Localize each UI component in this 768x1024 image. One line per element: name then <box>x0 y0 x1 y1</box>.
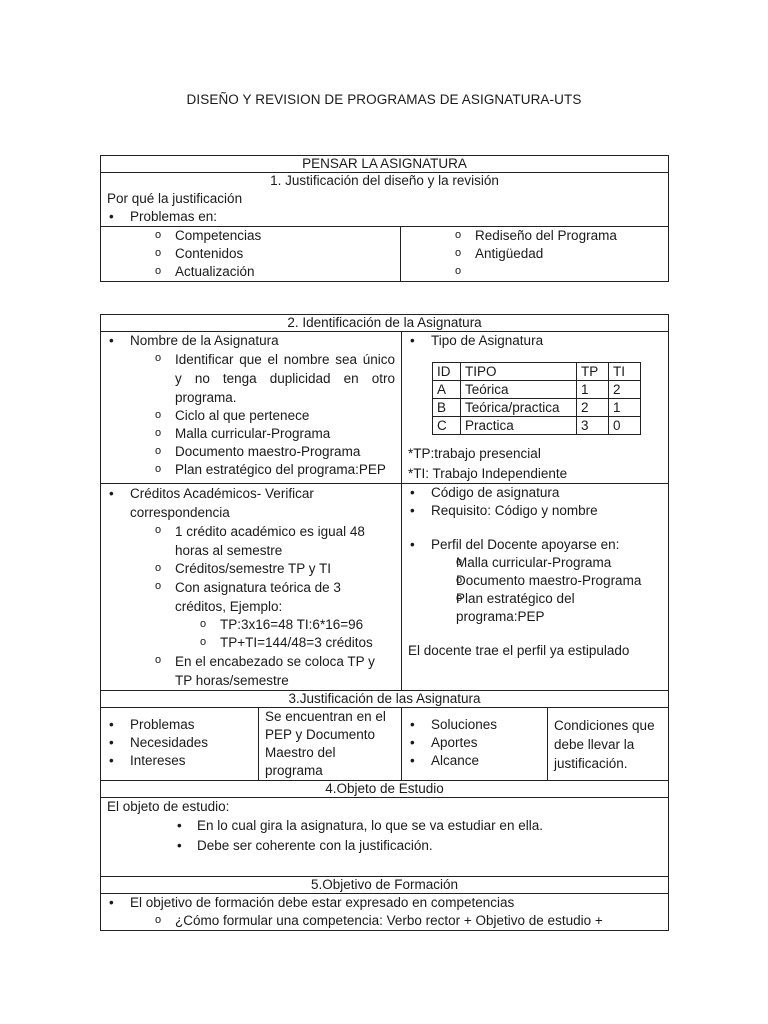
nombre-bullet: • Nombre de la Asignatura <box>107 332 395 350</box>
table-row <box>433 417 641 435</box>
list-item: o Antigüedad <box>407 245 662 263</box>
table-cell: 2 <box>577 399 609 417</box>
list-item: o 1 crédito académico es igual 48 horas al semestre <box>107 522 395 560</box>
list-item: • Alcance <box>408 752 541 770</box>
requisito-bullet: • Requisito: Código y nombre <box>408 502 662 520</box>
table-cell: B <box>433 399 461 417</box>
problems-bullet: • Problemas en: <box>107 208 662 226</box>
list-item: • Debe ser coherente con la justificación. <box>107 836 662 856</box>
why-justification: Por qué la justificación <box>107 191 243 206</box>
table-row <box>433 399 641 417</box>
s5-bullet: • El objetivo de formación debe estar expresado en competencias <box>107 894 662 912</box>
s5-cell <box>101 894 669 931</box>
s3-mid-cell: Se encuentran en el PEP y Documento Maestro del programa <box>259 708 402 781</box>
justification-table <box>100 155 669 282</box>
list-item: • Soluciones <box>408 716 541 734</box>
list-item: • Intereses <box>107 752 252 770</box>
list-item: o Actualización <box>107 263 394 281</box>
identification-table <box>100 314 669 931</box>
document-title: DISEÑO Y REVISION DE PROGRAMAS DE ASIGNATURA-UTS <box>186 92 582 107</box>
list-item: o Créditos/semestre TP y TI <box>107 560 395 578</box>
problems-left-cell <box>101 227 401 282</box>
problems-right-cell <box>401 227 669 282</box>
s4-intro: El objeto de estudio: <box>107 799 230 814</box>
list-item: o Documento maestro-Programa <box>107 443 395 461</box>
list-item: o En el encabezado se coloca TP y TP horas/semestre <box>107 652 395 690</box>
table-header: TIPO <box>461 363 577 381</box>
list-item: o Rediseño del Programa <box>407 227 662 245</box>
list-item: o ¿Cómo formular una competencia: Verbo rector + Objetivo de estudio + <box>107 912 662 930</box>
codigo-cell <box>402 484 669 691</box>
table-cell: Teórica <box>461 381 577 399</box>
tipo-bullet: • Tipo de Asignatura <box>408 332 662 350</box>
list-item: o Documento maestro-Programa <box>408 572 662 590</box>
list-item: o TP+TI=144/48=3 créditos <box>107 634 395 652</box>
section-3-heading: 3.Justificación de las Asignatura <box>101 691 669 708</box>
table-header: TI <box>609 363 641 381</box>
section-1-heading: 1. Justificación del diseño y la revisión <box>270 173 499 188</box>
section-2-heading: 2. Identificación de la Asignatura <box>101 315 669 332</box>
table-cell: 2 <box>609 381 641 399</box>
list-item: o Malla curricular-Programa <box>107 425 395 443</box>
pensar-header: PENSAR LA ASIGNATURA <box>101 156 669 173</box>
perfil-note: El docente trae el perfil ya estipulado <box>408 643 630 658</box>
section-5-heading: 5.Objetivo de Formación <box>101 877 669 894</box>
list-item: o Competencias <box>107 227 394 245</box>
table-header: TP <box>577 363 609 381</box>
tp-note: *TP:trabajo presencial <box>408 446 541 461</box>
table-header: ID <box>433 363 461 381</box>
list-item: o Malla curricular-Programa <box>408 554 662 572</box>
table-cell: C <box>433 417 461 435</box>
list-item <box>407 263 662 281</box>
table-cell: 1 <box>609 399 641 417</box>
creditos-bullet: • Créditos Académicos- Verificar correspondencia <box>107 484 395 522</box>
table-cell: A <box>433 381 461 399</box>
table-cell: Practica <box>461 417 577 435</box>
list-item: o Identificar que el nombre sea único y no tenga duplicidad en otro programa. <box>107 350 395 407</box>
tipo-table <box>432 362 641 435</box>
codigo-bullet: • Código de asignatura <box>408 484 662 502</box>
list-item: o TP:3x16=48 TI:6*16=96 <box>107 616 395 634</box>
list-item: o Plan estratégico del programa:PEP <box>107 461 395 479</box>
tipo-cell <box>402 332 669 484</box>
list-item: o Con asignatura teórica de 3 créditos, Ejemplo: <box>107 578 395 616</box>
list-item: • Necesidades <box>107 734 252 752</box>
s4-cell <box>101 798 669 877</box>
section-4-heading: 4.Objeto de Estudio <box>101 781 669 798</box>
list-item: • En lo cual gira la asignatura, lo que se va estudiar en ella. <box>107 816 662 836</box>
table-cell: 3 <box>577 417 609 435</box>
table-cell: Teórica/practica <box>461 399 577 417</box>
s3-left-cell <box>101 708 259 781</box>
list-item: o Plan estratégico del programa:PEP <box>408 590 586 626</box>
list-item: • Problemas <box>107 716 252 734</box>
table-cell: 0 <box>609 417 641 435</box>
list-item: o Ciclo al que pertenece <box>107 407 395 425</box>
creditos-cell <box>101 484 402 691</box>
s3-conditions-cell: Condiciones que debe llevar la justificación. <box>548 708 669 781</box>
perfil-bullet: • Perfil del Docente apoyarse en: <box>408 536 662 554</box>
list-item: o Contenidos <box>107 245 394 263</box>
table-cell: 1 <box>577 381 609 399</box>
list-item: • Aportes <box>408 734 541 752</box>
nombre-cell <box>101 332 402 484</box>
table-row <box>433 381 641 399</box>
ti-note: *TI: Trabajo Independiente <box>408 466 568 481</box>
s3-right-cell <box>402 708 548 781</box>
justification-cell <box>101 173 669 227</box>
